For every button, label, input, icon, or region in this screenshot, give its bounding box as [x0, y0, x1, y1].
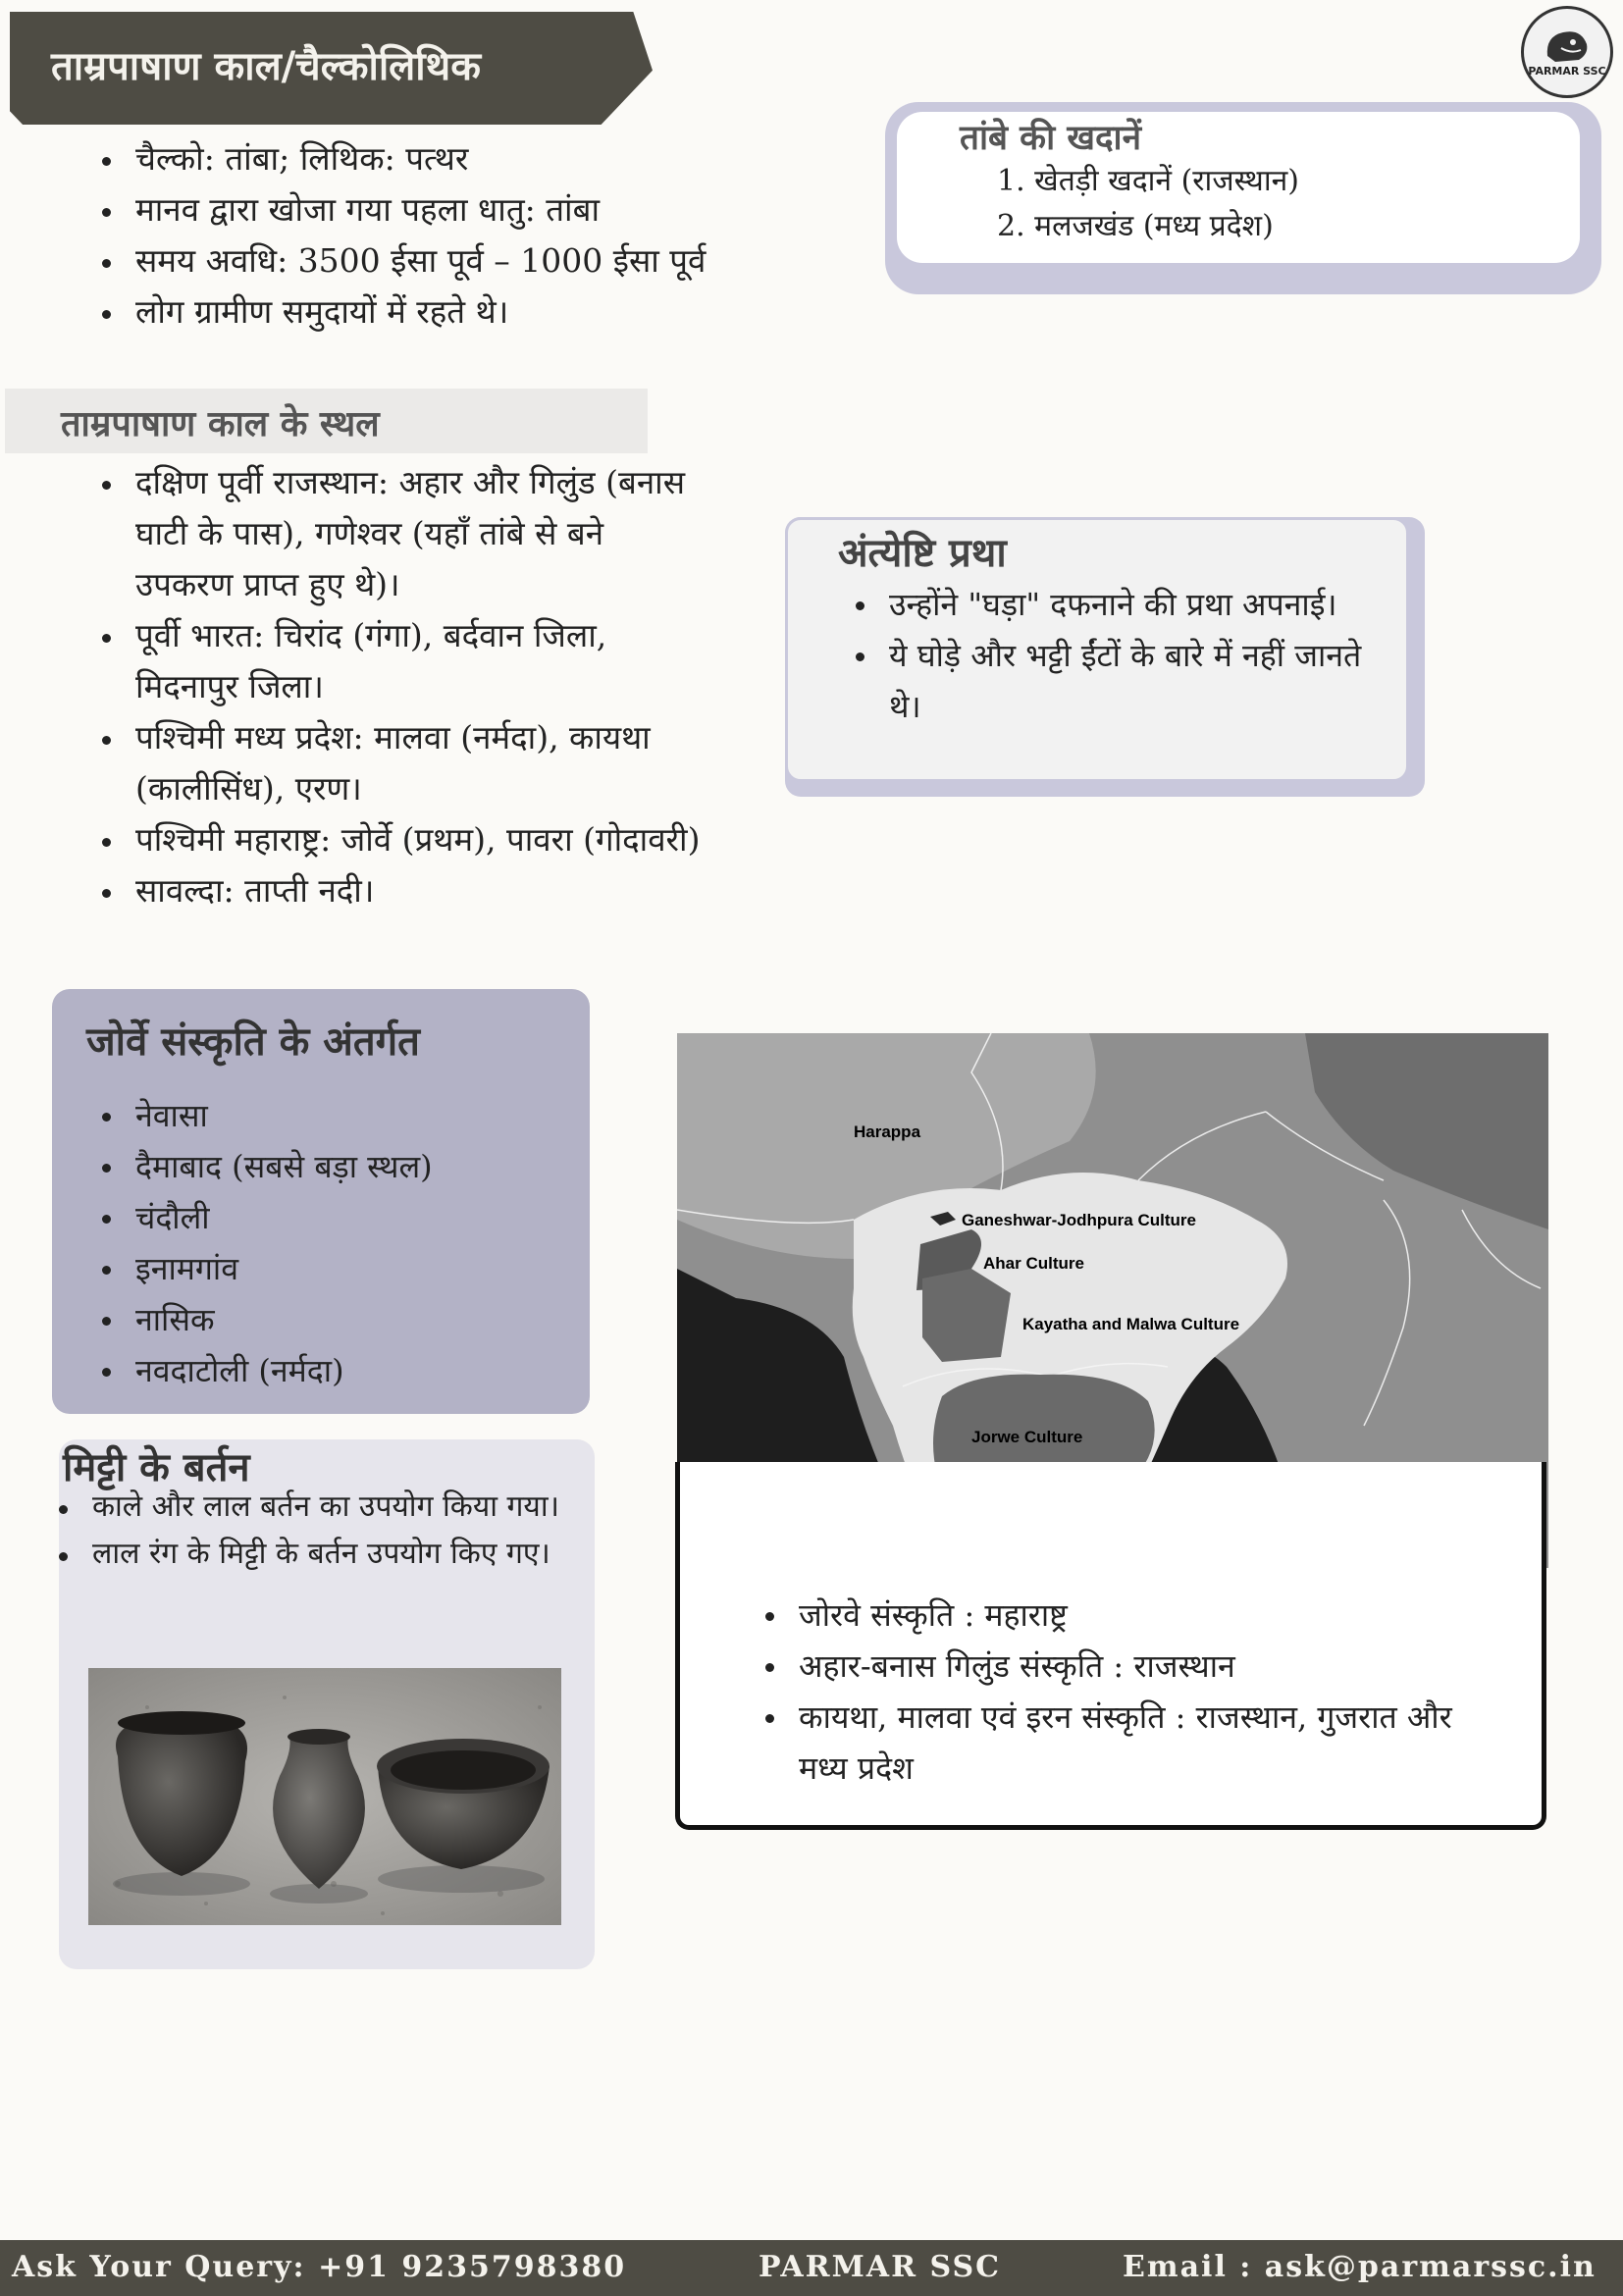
- list-item: इनामगांव: [98, 1243, 433, 1294]
- list-item: सावल्दा: ताप्ती नदी।: [98, 865, 707, 916]
- list-item: अहार-बनास गिलुंड संस्कृति : राजस्थान: [761, 1641, 1507, 1692]
- list-item: समय अवधि: 3500 ईसा पूर्व – 1000 ईसा पूर्व: [98, 235, 765, 287]
- list-item: लोग ग्रामीण समुदायों में रहते थे।: [98, 287, 765, 338]
- footer-email[interactable]: Email : ask@parmarssc.in: [1123, 2250, 1597, 2284]
- map-label-ahar: Ahar Culture: [983, 1254, 1084, 1273]
- sites-list: [98, 457, 707, 916]
- pottery-list: [55, 1484, 565, 1578]
- list-item: जोरवे संस्कृति : महाराष्ट्र: [761, 1590, 1507, 1641]
- page-title: ताम्रपाषाण काल/चैल्कोलिथिक: [51, 44, 481, 89]
- funeral-list: [852, 579, 1401, 732]
- intro-list: [98, 133, 765, 338]
- cultures-list: [761, 1590, 1507, 1794]
- list-item: नासिक: [98, 1294, 433, 1345]
- map-label-kayatha: Kayatha and Malwa Culture: [1022, 1315, 1240, 1333]
- map-label-harappa: Harappa: [854, 1122, 921, 1141]
- pottery-photo: [88, 1668, 561, 1925]
- map-label-jorwe: Jorwe Culture: [971, 1428, 1083, 1446]
- list-item: पूर्वी भारत: चिरांद (गंगा), बर्दवान जिला, मिदनापुर जिला।: [98, 610, 707, 712]
- list-item: उन्होंने "घड़ा" दफनाने की प्रथा अपनाई।: [852, 579, 1401, 630]
- list-item: दक्षिण पूर्वी राजस्थान: अहार और गिलुंड (बनास घाटी के पास), गणेश्वर (यहाँ तांबे से बने उपकरण प्राप्त हुए थे)।: [98, 457, 707, 610]
- list-item: पश्चिमी मध्य प्रदेश: मालवा (नर्मदा), कायथा (कालीसिंध), एरण।: [98, 712, 707, 814]
- footer-query: Ask Your Query: +91 9235798380: [12, 2250, 627, 2284]
- logo-text: PARMAR SSC: [1528, 65, 1606, 78]
- list-item: नेवासा: [98, 1090, 433, 1141]
- pottery-title: मिट्टी के बर्तन: [63, 1444, 250, 1490]
- list-item: दैमाबाद (सबसे बड़ा स्थल): [98, 1141, 433, 1192]
- footer-bar: [0, 2240, 1623, 2296]
- jorwe-list: [98, 1090, 433, 1396]
- list-item: काले और लाल बर्तन का उपयोग किया गया।: [55, 1484, 565, 1531]
- list-item: नवदाटोली (नर्मदा): [98, 1345, 433, 1396]
- list-item: पश्चिमी महाराष्ट्र: जोर्वे (प्रथम), पावरा (गोदावरी): [98, 814, 707, 865]
- jorwe-title: जोर्वे संस्कृति के अंतर्गत: [86, 1018, 420, 1065]
- list-item: मानव द्वारा खोजा गया पहला धातु: तांबा: [98, 184, 765, 235]
- list-item: चंदौली: [98, 1192, 433, 1243]
- list-item: लाल रंग के मिट्टी के बर्तन उपयोग किए गए।: [55, 1531, 565, 1578]
- lion-icon: [1542, 26, 1593, 66]
- list-item: चैल्को: तांबा; लिथिक: पत्थर: [98, 133, 765, 184]
- list-item: 1. खेतड़ी खदानें (राजस्थान): [997, 164, 1299, 198]
- sites-heading: ताम्रपाषाण काल के स्थल: [61, 403, 380, 444]
- mines-list: [997, 159, 1299, 249]
- list-item: कायथा, मालवा एवं इरन संस्कृति : राजस्थान, गुजरात और मध्य प्रदेश: [761, 1692, 1507, 1794]
- list-item: ये घोड़े और भट्टी ईंटों के बारे में नहीं जानते थे।: [852, 630, 1401, 732]
- funeral-title: अंत्येष्टि प्रथा: [838, 530, 1007, 576]
- map-label-ganeshwar: Ganeshwar-Jodhpura Culture: [962, 1211, 1196, 1229]
- footer-brand: PARMAR SSC: [759, 2250, 1001, 2284]
- list-item: 2. मलजखंड (मध्य प्रदेश): [997, 209, 1274, 243]
- brand-logo: [1521, 6, 1613, 98]
- mines-title: तांबे की खदानें: [960, 118, 1142, 158]
